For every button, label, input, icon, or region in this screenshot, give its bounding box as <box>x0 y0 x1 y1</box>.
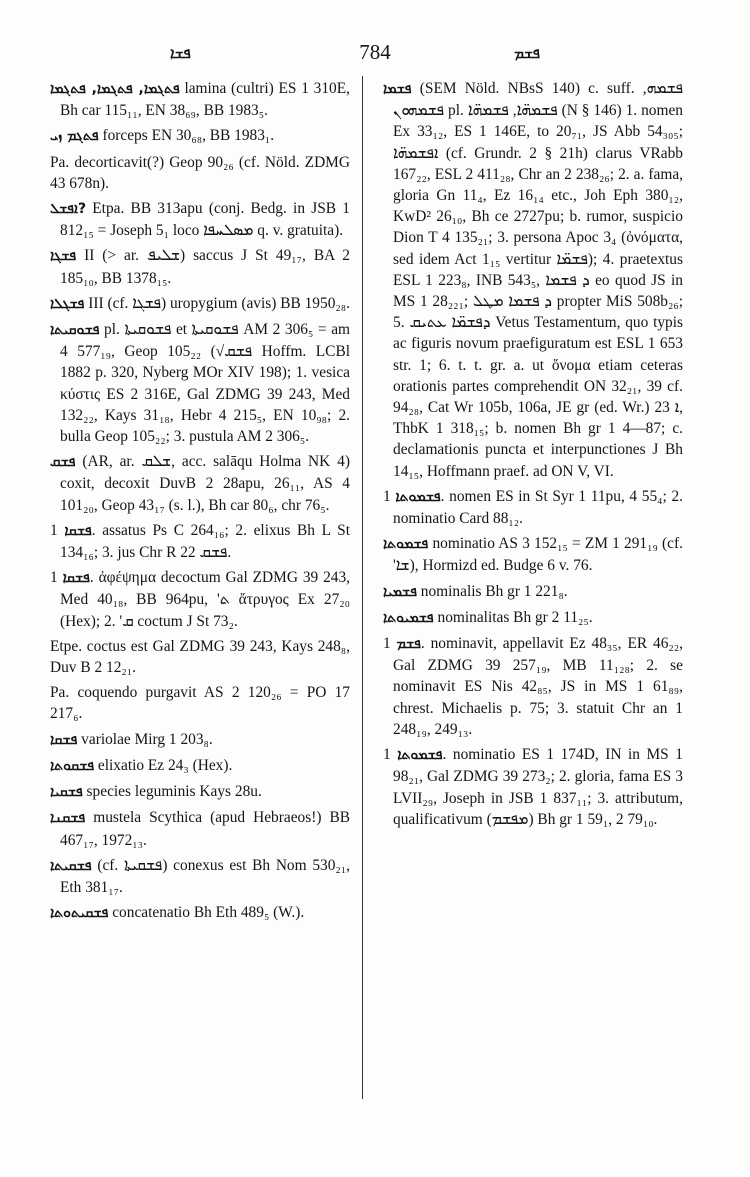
dictionary-entry <box>50 755 350 777</box>
page-number: 784 <box>359 40 391 64</box>
dictionary-entry <box>50 245 350 288</box>
entry-definition: II (> ar. ܫܠܝܦ) saccus J St 49₁₇, BA 2 185₁₀, BB 1378₁₅. <box>60 247 350 287</box>
dictionary-entry <box>383 633 683 740</box>
dictionary-entry <box>50 567 350 632</box>
dictionary-entry <box>50 902 350 924</box>
dictionary-entry <box>383 78 683 482</box>
dictionary-entry <box>383 486 683 529</box>
entry-headword: ܦܬܓܡܐ, ܦܬܓܡܐ, ܦܬܓܡܐ <box>50 81 180 97</box>
left-running-headword: ܦܫܐ <box>170 44 191 62</box>
entry-definition: III (cf. ܦܫܓܐ) uropygium (avis) BB 1950₂₈. <box>88 294 350 312</box>
entry-definition: forceps EN 30₆₈, BB 1983₁. <box>102 127 275 145</box>
entry-headword: ܦܫܩܝܬܘܬܐ <box>50 905 109 922</box>
dictionary-entry <box>383 581 683 603</box>
entry-definition: mustela Scythica (apud Hebraeos!) BB 467₁₇, 1972₁₃. <box>60 809 350 849</box>
entry-definition: 1. assatus Ps C 264₁₆; 2. elixus Bh L St 134₁₆; 3. jus Chr R ܦܫܩ 22. <box>50 521 350 562</box>
dictionary-entry <box>50 198 350 241</box>
dictionary-entry <box>50 78 350 121</box>
entry-definition: Etpa. BB 313apu (conj. Bedg. in JSB 1 812₁₅ = Joseph 5₁ loco ܡܣܠܚܦܐ q. v. gratuita). <box>60 200 350 240</box>
dictionary-entry <box>50 807 350 850</box>
dictionary-entry <box>50 729 350 751</box>
entry-headword: ܐܦܫܠ? <box>50 201 87 218</box>
entry-definition: (cf. ܦܫܩܝܬܐ) conexus est Bh Nom 530₂₁, Eth 381₁₇. <box>60 856 350 896</box>
entry-definition: variolae Mirg 1 203₈. <box>81 730 213 748</box>
entry-definition: Etpe. coctus est Gal ZDMG 39 243, Kays 248₈, Duv B 2 12₂₁. <box>50 637 350 677</box>
entry-definition: pl. ܦܫܘܩܝܬܐ et ܦܫܘܩܝܬܐ AM 2 306₅ = am 4 577₁₉, Geop 105₂₂ (√ܦܫܩ Hoffm. LCBl 1882 p. 320, Nyberg MOr XIV 198); 1. vesica κύστις ES 2 316E, Gal ZDMG 39 243, Med 132₂₂, Kays 31₁₈, Hebr 4 215₅, EN 10₉₈; 2. bulla Geop 105₂₂; 3. pustula AM 2 306₅. <box>60 321 350 446</box>
entry-headword: ܦܫܩܝܬܐ <box>50 857 92 874</box>
entry-definition: nominalis Bh gr 1 221₈. <box>420 582 568 600</box>
entry-definition: Pa. decorticavit(?) Geop 90₂₆ (cf. Nöld. ZDMG 43 678n). <box>50 153 350 192</box>
dictionary-entry <box>50 855 350 898</box>
entry-definition: concatenatio Bh Eth 489₅ (W.). <box>112 904 305 922</box>
entry-definition: species leguminis Kays 28u. <box>86 783 262 801</box>
entry-headword: ܦܫܘܩܝܬܐ <box>50 322 100 339</box>
entry-headword: ܦܫܩܐ <box>64 522 92 539</box>
dictionary-entry <box>50 125 350 147</box>
entry-headword: ܦܫܡܐ <box>383 81 412 97</box>
dictionary-entry <box>50 636 350 678</box>
entry-definition: (SEM Nöld. NBsS 140) c. suff. ܦܫܡܗ, ܦܫܡܗܘܢ pl. ܦܫܡܗ̈ܐ, ܦܫܡܗ̈ܐ (N § 146) 1. nomen Ex 33₁₂, ES 1 146E, to 20₇₁, JS Abb 54₃₀₅; ܐܦܫܡܗ̈ܐ (cf. Grundr. 2 § 21h) clarus VRabb 167₂₂, ESL 2 411₂₈, Chr an 2 238₂₆; 2. a. fama, gloria Gn 11₄, Ez 16₁₄ etc., Joh Eph 380₁₂, KwD² 26₁₀, Bh ce 2727pu; b. rumor, suspicio Dion T 4 135₂₁; 3. persona Apoc 3₄ (ὀνόματα, sed idem Act 1₁₅ vertitur ܦܫܡ̈ܐ); 4. praetextus ESL 1 223₈, INB 543₅, ܕ ܦܫܡܐ eo quod JS in MS 1 28₂₂₁; ܕ ܦܫܡܐ ܡܛܠ propter MiS 508b₂₆; 5. ܕܦܫܡ̈ܐ ܥܬܝܩ Vetus Testamentum, quo typis ac figuris novum praefiguratum est ESL 1 653 str. 1; 6. t. t. gr. a. ut ὄνομα etiam ceteras orationis partes comprehendit ON 32₂₁, 39 cf. 94₂₈, Cat Wr 105b, 106a, JE gr (ed. Wr.) ܐ 23, ThbK 1 318₁₅; b. nomen Bh gr 1 4—87; c. declamationis puncta et interpunctiones J Bh 14₁₅, Hoffmann praef. ad ON V, VI. <box>393 80 684 480</box>
right-column <box>383 78 683 834</box>
right-running-headword: ܦܫܡ <box>514 44 540 62</box>
entry-headword: ܦܫܡܘܬܐ <box>397 747 443 764</box>
dictionary-entry <box>50 152 350 194</box>
entry-headword: ܦܫܩܢܐ <box>50 810 86 827</box>
entry-headword: ܦܫܡܝܐ <box>383 583 417 600</box>
entry-definition: nominalitas Bh gr 2 11₂₅. <box>437 608 593 626</box>
entry-headword: ܦܫܩܘܬܐ <box>50 757 95 774</box>
dictionary-entry <box>50 682 350 724</box>
dictionary-entry <box>383 744 683 830</box>
dictionary-entry <box>50 319 350 447</box>
entry-definition: nominatio AS 3 152₁₅ = ZM 1 291₁₉ (cf. 'ܫܐ), Hormizd ed. Budge 6 v. 76. <box>393 535 683 575</box>
entry-definition: 1. ἀφέψημα decoctum Gal ZDMG 39 243, Med 40₁₈, BB 964pu, 'ܬ ἄτρυγος Ex 27₂₀ (Hex); 2. 'ܩ coctum J St 73₂. <box>50 569 350 630</box>
dictionary-entry <box>50 451 350 516</box>
entry-headword: ܦܫܩ <box>50 454 76 471</box>
entry-headword: ܦܫܡܝܘܬܐ <box>383 609 434 626</box>
entry-headword: ܦܫܡܘܬܐ <box>383 536 429 553</box>
entry-headword: ܦܫܓܐ <box>50 248 77 265</box>
entry-headword: ܦܫܩܐ <box>50 731 78 748</box>
left-column <box>50 78 350 928</box>
entry-definition: (AR, ar. ܫܠܩ, acc. salāqu Holma NK 4) coxit, decoxit DuvB 2 28apu, 26₁₁, AS 4 101₂₀, Geop 43₁₇ (s. l.), Bh car 80₆, chr 76₅. <box>60 453 350 514</box>
dictionary-entry <box>50 520 350 563</box>
entry-headword: ܦܫܡܘܬܐ <box>395 488 441 505</box>
entry-definition: Pa. coquendo purgavit AS 2 120₂₆ = PO 17 217₆. <box>50 684 350 723</box>
entry-headword: ܦܫܡ <box>396 636 421 653</box>
entry-definition: 1. nominavit, appellavit Ez 48₃₅, ER 46₂₂, Gal ZDMG 39 257₁₉, MB 11₁₂₈; 2. se nominavit ES Nis 42₈₅, JS in MS 1 61₈₉, chrest. Michaelis p. 75; 3. statuit Chr an 1 248₁₉, 249₁₃. <box>383 635 683 738</box>
entry-headword: ܦܬܓܡ ܙܝ <box>50 128 99 145</box>
entry-headword: ܦܫܩܐ <box>62 570 90 587</box>
entry-definition: elixatio Ez 24₃ (Hex). <box>97 756 233 774</box>
entry-headword: ܦܫܓܠܐ <box>50 295 85 312</box>
dictionary-entry <box>383 607 683 629</box>
entry-headword: ܦܫܩܝܐ <box>50 784 83 801</box>
entry-definition: 1. nominatio ES 1 174D, IN in MS 1 98₂₁, Gal ZDMG 39 273₂; 2. gloria, fama ES 3 LVII₂₉, Joseph in JSB 1 837₁₁; 3. attributum, qualificativum (ܡܦܫܡ) Bh gr 1 59₁, 2 79₁₀. <box>383 746 683 828</box>
entry-definition: 1. nomen ES in St Syr 1 11pu, 4 55₄; 2. nominatio Card 88₁₂. <box>383 487 683 528</box>
dictionary-entry <box>50 781 350 803</box>
page-header <box>60 40 690 70</box>
column-divider <box>362 76 363 1099</box>
entry-definition: lamina (cultri) ES 1 310E, Bh car 115₁₁, EN 38₆₉, BB 1983₅. <box>60 80 350 120</box>
dictionary-entry <box>50 293 350 315</box>
dictionary-entry <box>383 533 683 576</box>
